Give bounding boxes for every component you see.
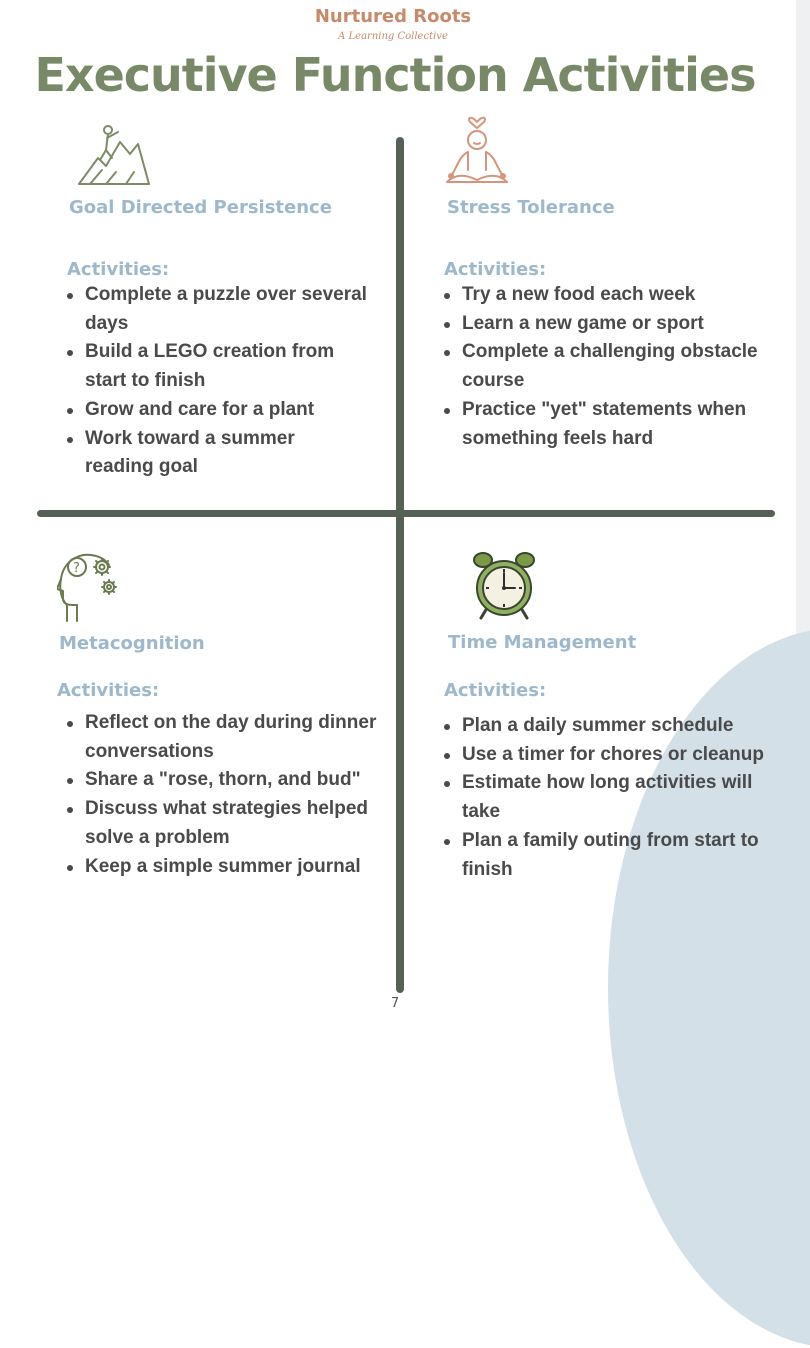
mountain-climber-icon — [76, 122, 152, 192]
activity-list — [444, 712, 784, 884]
list-item: Reflect on the day during dinner conversations — [67, 709, 397, 766]
meditation-icon — [441, 110, 513, 194]
page-title: Executive Function Activities — [34, 48, 756, 102]
page-number: 7 — [390, 996, 400, 1011]
list-item: Build a LEGO creation from start to finish — [67, 338, 367, 395]
horizontal-divider — [37, 510, 775, 517]
list-item: Discuss what strategies helped solve a problem — [67, 795, 397, 852]
list-item: Practice "yet" statements when something feels hard — [444, 396, 774, 453]
list-item: Grow and care for a plant — [67, 396, 367, 425]
list-item: Plan a family outing from start to finish — [444, 827, 784, 884]
list-item: Share a "rose, thorn, and bud" — [67, 766, 397, 795]
svg-text:?: ? — [73, 561, 80, 576]
list-item: Work toward a summer reading goal — [67, 425, 367, 482]
list-item: Try a new food each week — [444, 281, 774, 310]
list-item: Plan a daily summer schedule — [444, 712, 784, 741]
list-item: Keep a simple summer journal — [67, 853, 397, 882]
heading-stress-tolerance: Stress Tolerance — [447, 197, 615, 218]
list-item: Complete a puzzle over several days — [67, 281, 367, 338]
list-item: Learn a new game or sport — [444, 310, 774, 339]
list-item: Complete a challenging obstacle course — [444, 338, 774, 395]
activities-label: Activities: — [444, 259, 547, 280]
list-item: Use a timer for chores or cleanup — [444, 741, 784, 770]
activity-list — [444, 281, 774, 453]
heading-goal-directed-persistence: Goal Directed Persistence — [69, 197, 332, 218]
brand-tagline: A Learning Collective — [338, 31, 448, 42]
brand-name: Nurtured Roots — [314, 6, 472, 27]
list-item: Estimate how long activities will take — [444, 769, 784, 826]
thinking-head-gears-icon — [57, 549, 123, 627]
activities-label: Activities: — [57, 680, 160, 701]
activities-label: Activities: — [67, 259, 170, 280]
activity-list — [67, 281, 367, 482]
alarm-clock-icon — [473, 550, 535, 624]
vertical-divider — [396, 137, 404, 993]
activities-label: Activities: — [444, 680, 547, 701]
heading-metacognition: Metacognition — [59, 633, 205, 654]
heading-time-management: Time Management — [448, 632, 637, 653]
activity-list — [67, 709, 397, 881]
